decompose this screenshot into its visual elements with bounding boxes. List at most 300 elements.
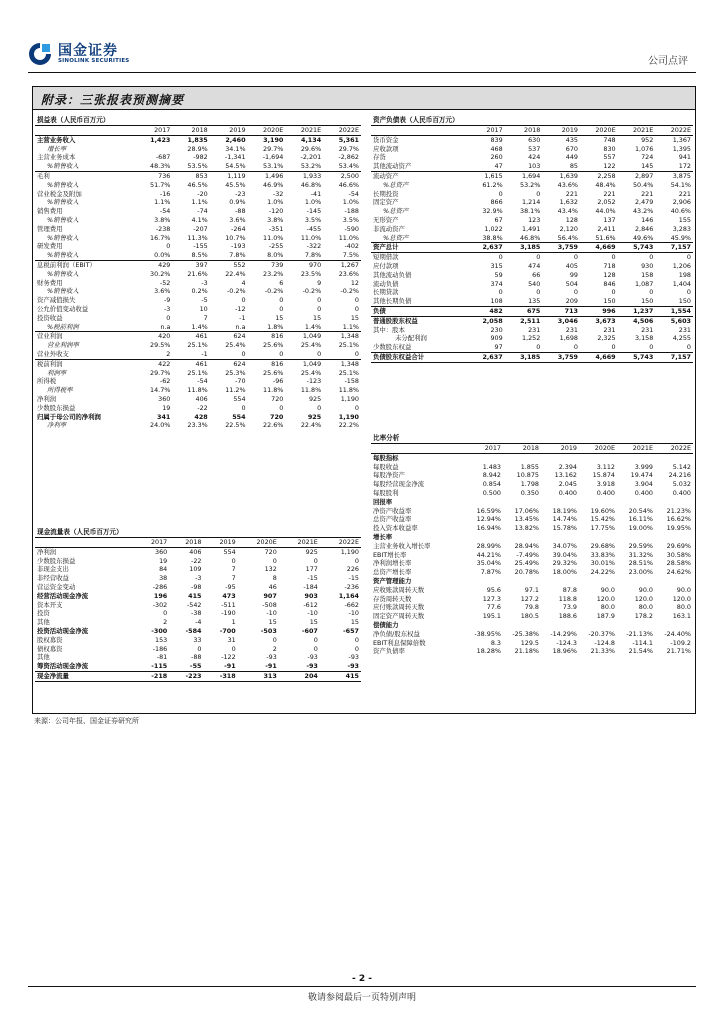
row-value: -193 xyxy=(231,242,246,251)
row-value: 3.904 xyxy=(634,480,653,489)
row-value: 903 xyxy=(304,591,318,600)
row-value: 1.8% xyxy=(267,322,284,331)
row-value: 32.9% xyxy=(482,207,503,216)
row-value: 1 xyxy=(231,618,236,627)
ratio-group-row xyxy=(371,498,693,507)
ratio-analysis-table xyxy=(371,433,693,656)
row-value: 23.5% xyxy=(300,269,322,278)
row-value: 231 xyxy=(678,325,691,334)
row-value: 0 xyxy=(272,556,277,565)
row-value: 8.0% xyxy=(267,251,284,260)
row-value: 29.59% xyxy=(628,541,653,550)
cashflow-statement-table xyxy=(35,527,361,682)
row-label: 其他流动负债 xyxy=(373,270,412,279)
row-value: 204 xyxy=(279,671,320,681)
row-value: 397 xyxy=(195,260,208,269)
row-label: 净资产收益率 xyxy=(373,506,412,515)
row-value: 53.4% xyxy=(338,162,359,171)
row-value: 79.8 xyxy=(524,603,539,612)
row-value: 909 xyxy=(490,334,503,343)
row-label: 投资活动现金净流 xyxy=(37,626,89,635)
year-header: 2017 xyxy=(135,126,172,136)
row-value: 221 xyxy=(641,189,654,198)
row-value: 435 xyxy=(565,135,578,144)
row-value: 0 xyxy=(317,349,322,358)
row-value: 95.6 xyxy=(486,585,501,594)
row-value: 13.162 xyxy=(554,471,577,480)
row-value: 46.8% xyxy=(520,233,541,242)
row-value: -122 xyxy=(221,653,236,662)
row-value: 474 xyxy=(528,261,541,270)
table-row xyxy=(35,369,361,378)
table-row xyxy=(371,145,693,154)
row-value: -0.2% xyxy=(340,287,359,296)
row-value: 1,491 xyxy=(522,224,541,233)
row-value: 0 xyxy=(241,403,246,412)
year-header: 2022E xyxy=(655,444,693,454)
row-value: -1 xyxy=(201,349,208,358)
row-value: 11.8% xyxy=(338,386,359,395)
row-value: 996 xyxy=(580,306,618,316)
row-value: 31.32% xyxy=(628,550,653,559)
row-value: 0 xyxy=(279,349,284,358)
row-value: 0 xyxy=(279,304,284,313)
row-value: 29.68% xyxy=(590,541,615,550)
header-divider xyxy=(28,72,696,73)
row-value: 449 xyxy=(565,153,578,162)
row-label: %销售收入 xyxy=(47,162,79,171)
row-value: -93 xyxy=(307,653,318,662)
row-value: -2,201 xyxy=(300,153,322,162)
row-value: 718 xyxy=(603,261,616,270)
row-value: 3,185 xyxy=(505,243,543,253)
row-value: 19.95% xyxy=(666,524,691,533)
row-value: -115 xyxy=(151,662,168,671)
row-value: 0 xyxy=(166,242,171,251)
row-value: 14.74% xyxy=(552,515,577,524)
row-value: 0 xyxy=(536,343,541,352)
row-value: 7,157 xyxy=(655,352,693,362)
row-value: -93 xyxy=(266,653,277,662)
row-value: 313 xyxy=(238,671,279,681)
row-value: 5,743 xyxy=(618,352,656,362)
row-value: -54 xyxy=(197,377,208,386)
row-value: 51.6% xyxy=(595,233,616,242)
row-value: 970 xyxy=(308,260,322,269)
row-value: 4 xyxy=(241,278,246,287)
table-row xyxy=(35,377,361,386)
row-value: 1.4% xyxy=(304,322,322,331)
row-label: 固定资产 xyxy=(373,198,399,207)
row-label: 货币资金 xyxy=(373,135,399,144)
year-header-row xyxy=(35,538,361,548)
row-value: 2,511 xyxy=(520,316,541,325)
row-value: 0 xyxy=(354,635,359,644)
row-value: 221 xyxy=(565,189,578,198)
row-value: 31 xyxy=(227,635,236,644)
row-value: 51.7% xyxy=(150,180,171,189)
row-value: -503 xyxy=(260,626,277,635)
row-value: 29.7% xyxy=(338,144,359,153)
table-row xyxy=(35,395,361,404)
row-value: 1,252 xyxy=(522,334,541,343)
year-header: 2017 xyxy=(465,444,503,454)
row-value: 2 xyxy=(163,618,168,627)
row-value: 360 xyxy=(155,547,168,556)
row-value: 25.1% xyxy=(338,368,359,377)
row-value: 3.918 xyxy=(596,480,615,489)
table-row xyxy=(371,171,693,180)
row-value: 952 xyxy=(641,135,654,144)
row-value: 14.7% xyxy=(150,386,171,395)
row-value: 5.142 xyxy=(672,462,691,471)
row-value: 28.51% xyxy=(628,559,653,568)
row-value: -3 xyxy=(201,278,208,287)
row-value: 23.3% xyxy=(187,421,208,430)
row-value: -687 xyxy=(155,153,171,162)
row-label: 营运资金变动 xyxy=(37,582,76,591)
row-value: 1,367 xyxy=(672,135,691,144)
year-header: 2022E xyxy=(655,126,693,136)
row-value: -223 xyxy=(169,671,203,681)
table-row xyxy=(371,551,693,560)
table-row xyxy=(371,542,693,551)
row-label: 营业税金及附加 xyxy=(37,189,82,198)
row-value: 23.2% xyxy=(263,269,284,278)
ratio-group-row xyxy=(371,621,693,630)
row-value: -62 xyxy=(159,377,171,386)
table-row xyxy=(35,305,361,314)
row-value: 120.0 xyxy=(672,594,691,603)
row-value: 5.032 xyxy=(672,480,691,489)
row-label: %销售收入 xyxy=(47,198,79,207)
section-title: 比率分析 xyxy=(371,433,693,444)
row-value: -982 xyxy=(193,153,208,162)
table-row xyxy=(371,198,693,207)
row-value: 25.4% xyxy=(300,368,322,377)
table-row xyxy=(35,645,361,654)
row-value: 3,759 xyxy=(542,243,580,253)
row-value: -207 xyxy=(193,224,208,233)
row-value: -22 xyxy=(197,403,208,412)
row-label: 其他流动资产 xyxy=(373,162,412,171)
row-value: 0 xyxy=(166,313,171,322)
row-value: 0 xyxy=(354,403,359,412)
row-value: 231 xyxy=(603,325,616,334)
row-value: 135 xyxy=(528,297,541,306)
row-value: 118.8 xyxy=(558,594,577,603)
row-value: 260 xyxy=(490,153,503,162)
row-label: 负债 xyxy=(371,306,467,316)
row-value: 11.8% xyxy=(187,386,208,395)
row-value: -14.29% xyxy=(550,629,577,638)
row-value: 2,411 xyxy=(597,224,616,233)
row-value: -300 xyxy=(151,626,168,635)
row-value: 53.1% xyxy=(263,162,284,171)
row-value: 198 xyxy=(678,270,691,279)
row-value: 1,639 xyxy=(559,171,578,180)
table-row xyxy=(35,413,361,422)
row-value: -124.3 xyxy=(556,638,577,647)
row-value: 3.8% xyxy=(267,215,284,224)
row-value: 38.1% xyxy=(520,207,541,216)
row-value: 1,267 xyxy=(340,260,359,269)
year-header: 2018 xyxy=(505,126,543,136)
table-row xyxy=(371,316,693,325)
year-header: 2017 xyxy=(467,126,505,136)
row-value: 3,673 xyxy=(595,316,616,325)
row-value: 1,554 xyxy=(655,306,693,316)
section-title: 现金流量表（人民币百万元） xyxy=(35,527,361,538)
row-value: 12 xyxy=(350,278,359,287)
row-value: 15 xyxy=(350,313,359,322)
row-value: 0.9% xyxy=(229,198,246,207)
row-value: -1,341 xyxy=(224,153,246,162)
row-value: -264 xyxy=(231,224,246,233)
row-value: 1,190 xyxy=(338,412,359,421)
row-value: 4.1% xyxy=(191,215,208,224)
row-label: 非流动资产 xyxy=(373,224,405,233)
table-row xyxy=(371,297,693,306)
table-row xyxy=(371,135,693,144)
row-value: 18.28% xyxy=(476,647,501,656)
row-value: 172 xyxy=(678,162,691,171)
table-row xyxy=(35,287,361,296)
header-blank xyxy=(371,126,467,136)
row-value: 1.1% xyxy=(342,322,359,331)
row-value: 22.6% xyxy=(263,421,284,430)
row-value: 177 xyxy=(305,565,318,574)
table-row xyxy=(35,671,361,681)
row-value: 2.394 xyxy=(558,462,577,471)
row-value: 108 xyxy=(490,297,503,306)
row-label: 销售费用 xyxy=(37,207,63,216)
row-value: 0 xyxy=(317,403,322,412)
row-value: -95 xyxy=(225,582,236,591)
row-value: 153 xyxy=(155,635,168,644)
row-value: 420 xyxy=(158,332,171,341)
row-value: 20.78% xyxy=(514,568,539,577)
row-value: 624 xyxy=(233,332,246,341)
row-value: 30.58% xyxy=(666,550,691,559)
row-value: 24.22% xyxy=(590,568,615,577)
ratio-group-row xyxy=(371,577,693,586)
row-value: 554 xyxy=(232,412,246,421)
row-value: 90.0 xyxy=(676,585,691,594)
table-row xyxy=(371,489,693,498)
row-value: -109.2 xyxy=(670,638,691,647)
row-value: 73.9 xyxy=(562,603,577,612)
table-row xyxy=(371,463,693,472)
row-value: 816 xyxy=(271,332,284,341)
table-row xyxy=(35,332,361,341)
row-value: 468 xyxy=(490,144,503,153)
table-row xyxy=(35,359,361,368)
row-label: 营业外收支 xyxy=(37,349,69,358)
row-value: 554 xyxy=(223,547,236,556)
row-label: 普通股股东权益 xyxy=(373,316,418,325)
row-value: -20.37% xyxy=(588,629,615,638)
row-label: 资产总计 xyxy=(371,243,467,253)
table-row xyxy=(371,181,693,190)
row-value: 3,046 xyxy=(557,316,578,325)
row-value: 128 xyxy=(603,270,616,279)
row-value: 150 xyxy=(641,297,654,306)
table-row xyxy=(371,343,693,352)
table-row xyxy=(35,207,361,216)
row-value: -15 xyxy=(307,574,318,583)
table-row xyxy=(35,341,361,350)
row-value: 150 xyxy=(678,297,691,306)
row-value: 360 xyxy=(158,394,171,403)
row-value: -590 xyxy=(344,224,359,233)
row-value: 1,076 xyxy=(634,144,654,153)
table-row xyxy=(371,207,693,216)
row-value: 18.19% xyxy=(552,506,577,515)
row-value: 231 xyxy=(641,325,654,334)
row-value: 2,637 xyxy=(467,243,505,253)
row-value: 341 xyxy=(157,412,171,421)
section-title-row xyxy=(35,527,361,538)
row-value: 7.5% xyxy=(342,251,359,260)
table-row xyxy=(35,314,361,323)
row-value: 1,348 xyxy=(340,332,359,341)
row-value: 53.5% xyxy=(187,162,208,171)
row-value: 33.83% xyxy=(590,550,615,559)
row-value: 21.71% xyxy=(666,647,691,656)
ratio-group-row xyxy=(371,533,693,542)
table-row xyxy=(371,306,693,316)
row-label: 应付款项 xyxy=(373,261,399,270)
table-row xyxy=(371,153,693,162)
table-row xyxy=(371,225,693,234)
table-row xyxy=(35,627,361,636)
row-value: 537 xyxy=(528,144,541,153)
row-value: 630 xyxy=(528,135,541,144)
row-value: 87.8 xyxy=(562,585,577,594)
row-value: -3 xyxy=(195,574,202,583)
row-value: -74 xyxy=(197,207,208,216)
row-value: 25.4% xyxy=(300,341,322,350)
row-value: 720 xyxy=(264,547,277,556)
row-value: 0 xyxy=(279,296,284,305)
row-value: 0.400 xyxy=(596,488,615,497)
row-value: 2,479 xyxy=(634,198,654,207)
row-label: 财务费用 xyxy=(37,278,63,287)
row-value: 209 xyxy=(565,297,578,306)
row-label: 总资产收益率 xyxy=(373,515,412,524)
row-value: 43.4% xyxy=(557,207,578,216)
row-value: 816 xyxy=(271,359,284,368)
row-value: 3.999 xyxy=(634,462,653,471)
balance-sheet-table xyxy=(371,115,693,363)
row-value: 5,603 xyxy=(670,316,691,325)
row-value: 7.87% xyxy=(480,568,501,577)
row-label: 净利润 xyxy=(37,547,57,556)
row-value: 1,164 xyxy=(338,591,359,600)
year-header: 2020E xyxy=(579,444,617,454)
row-value: 24.0% xyxy=(150,421,171,430)
row-value: 504 xyxy=(565,279,578,288)
section-title-row xyxy=(371,433,693,444)
row-value: 30.2% xyxy=(150,269,171,278)
row-value: -91 xyxy=(265,662,277,671)
row-value: -93 xyxy=(347,662,359,671)
row-value: 66 xyxy=(532,270,541,279)
row-value: 925 xyxy=(307,412,322,421)
row-value: 2,897 xyxy=(634,171,654,180)
row-value: 7 xyxy=(231,574,236,583)
row-value: 415 xyxy=(188,591,202,600)
row-value: 2,052 xyxy=(597,198,616,207)
row-label: 非现金支出 xyxy=(37,565,69,574)
row-value: 46.6% xyxy=(338,180,359,189)
company-logo xyxy=(28,40,138,70)
row-value: -657 xyxy=(343,626,359,635)
row-value: 44.0% xyxy=(595,207,616,216)
row-value: -2,862 xyxy=(338,153,359,162)
row-value: -88 xyxy=(191,653,202,662)
row-label: 固定资产周转天数 xyxy=(373,612,425,621)
row-label: 资本开支 xyxy=(37,600,63,609)
row-value: -511 xyxy=(221,600,236,609)
row-label: 其他长期负债 xyxy=(373,297,412,306)
row-value: 2 xyxy=(272,644,277,653)
section-title: 损益表（人民币百万元） xyxy=(35,115,361,126)
row-label: EBIT增长率 xyxy=(373,550,407,559)
page-number: - 2 - xyxy=(352,974,372,984)
table-row xyxy=(35,279,361,288)
row-value: 226 xyxy=(346,565,359,574)
table-row xyxy=(371,559,693,568)
row-value: -1 xyxy=(239,313,246,322)
row-value: 150 xyxy=(603,297,616,306)
row-value: 422 xyxy=(158,359,171,368)
row-value: 0 xyxy=(272,635,277,644)
row-value: 0.854 xyxy=(482,480,501,489)
footer-divider xyxy=(28,986,696,987)
row-value: 22.4% xyxy=(300,421,322,430)
row-value: 46.9% xyxy=(263,180,284,189)
row-value: 19.474 xyxy=(630,471,653,480)
row-value: 46.5% xyxy=(187,180,208,189)
year-header: 2021E xyxy=(617,444,655,454)
row-value: 3,875 xyxy=(672,171,691,180)
row-value: 0 xyxy=(354,644,359,653)
row-value: 8.3 xyxy=(490,638,501,647)
row-value: 163.1 xyxy=(672,612,691,621)
row-value: 3.5% xyxy=(304,215,322,224)
appendix-title-bar xyxy=(33,87,695,110)
table-row xyxy=(35,565,361,574)
row-value: 1.0% xyxy=(342,198,359,207)
row-value: 461 xyxy=(195,332,208,341)
row-value: 473 xyxy=(222,591,236,600)
table-row xyxy=(371,524,693,533)
table-row xyxy=(35,171,361,180)
row-value: 6 xyxy=(279,278,284,287)
row-value: 1,190 xyxy=(340,394,359,403)
table-row xyxy=(35,421,361,430)
row-value: -402 xyxy=(344,242,359,251)
row-value: -508 xyxy=(262,600,277,609)
row-value: 0.500 xyxy=(482,488,501,497)
document-type: 公司点评 xyxy=(648,56,688,67)
row-value: 461 xyxy=(195,359,208,368)
row-value: 0 xyxy=(536,288,541,297)
brand-name-en: SINOLINK SECURITIES xyxy=(58,58,130,64)
row-value: 230 xyxy=(490,325,503,334)
